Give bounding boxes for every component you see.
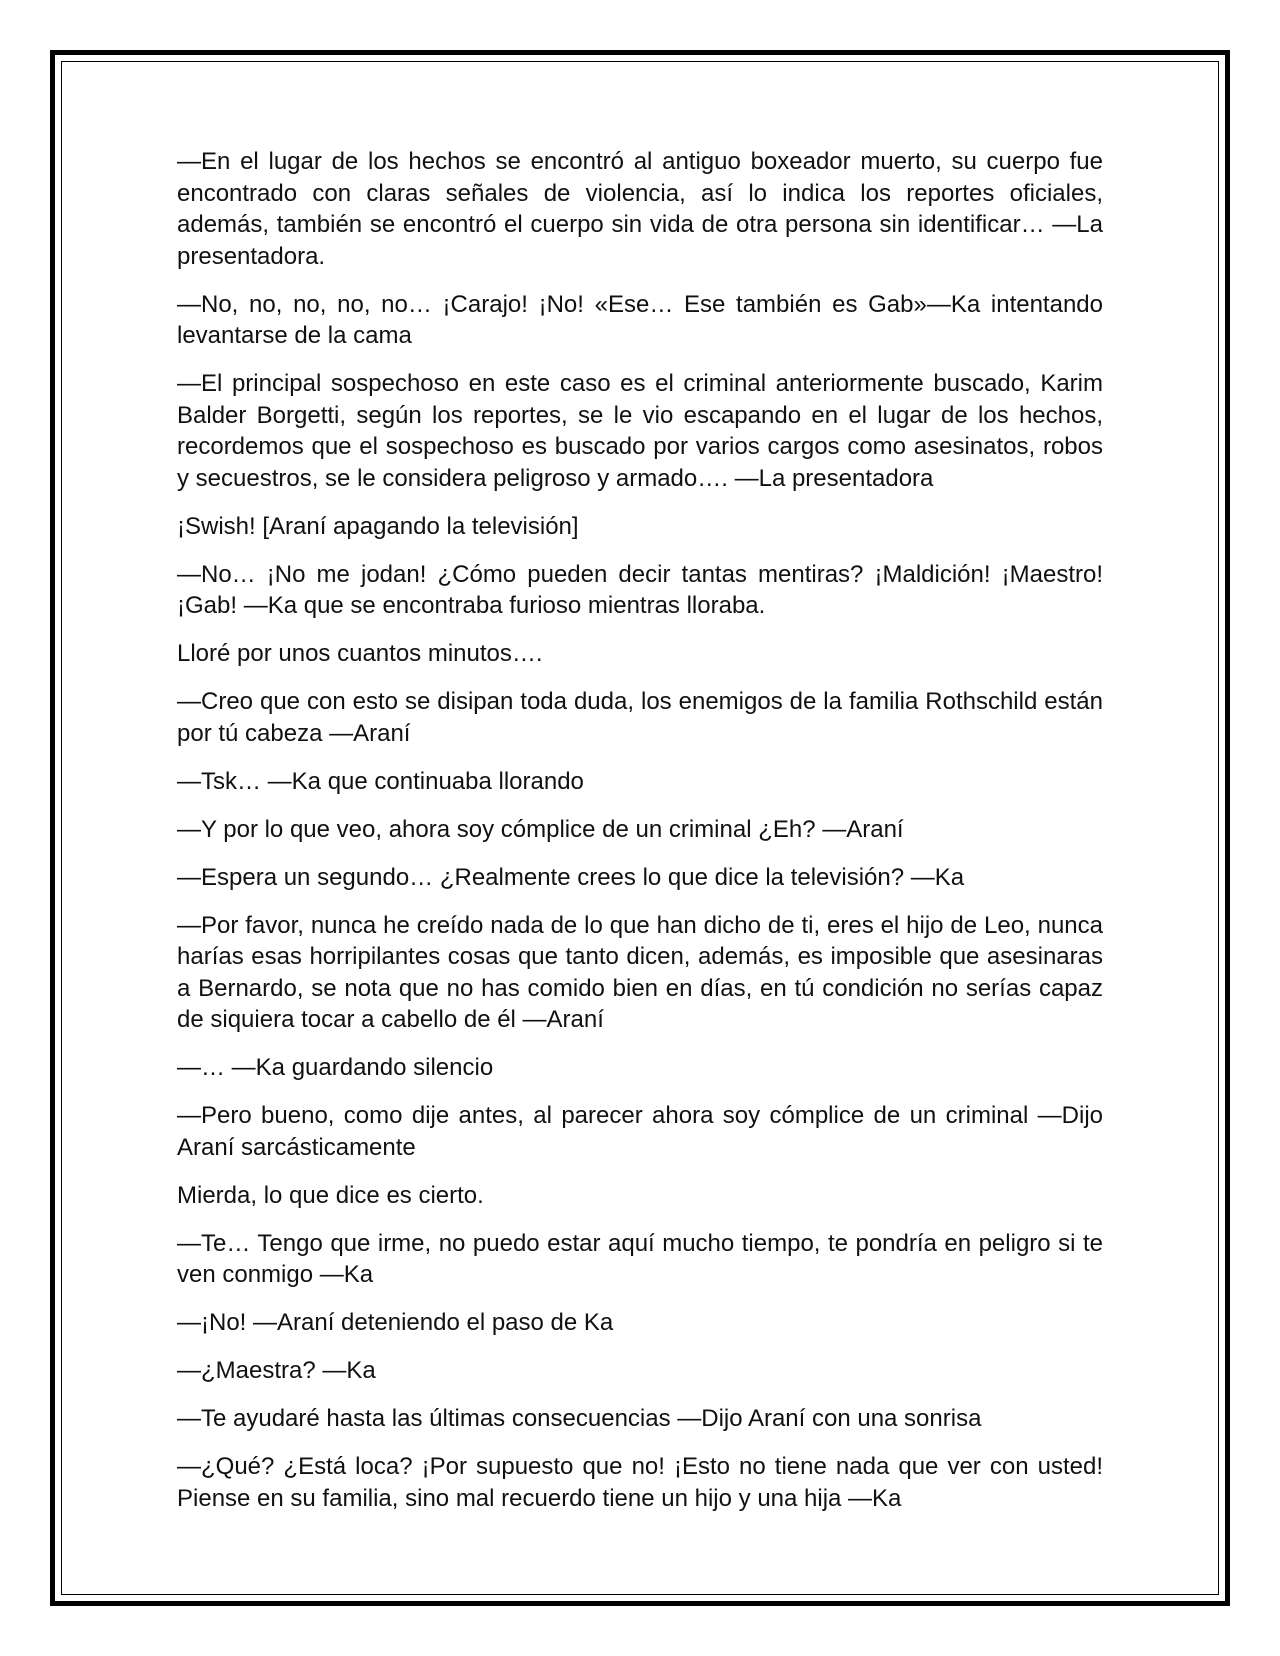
paragraph-1: —En el lugar de los hechos se encontró al antiguo boxeador muerto, su cuerpo fue encontrado con claras señales de violencia, así lo indica los reportes oficiales, además, también se encontró el cuerpo sin vida de otra persona sin identificar… —La presentadora. (177, 148, 1103, 270)
paragraph-8: —Tsk… —Ka que continuaba llorando (177, 767, 584, 795)
paragraph-16: —¡No! —Araní deteniendo el paso de Ka (177, 1309, 614, 1336)
paragraph-17: —¿Maestra? —Ka (177, 1357, 376, 1384)
paragraph-18: —Te ayudaré hasta las últimas consecuencias —Dijo Araní con una sonrisa (177, 1405, 982, 1432)
paragraph-9: —Y por lo que veo, ahora soy cómplice de un criminal ¿Eh? —Araní (177, 815, 904, 843)
document-body (177, 146, 1103, 1531)
paragraph-14: Mierda, lo que dice es cierto. (177, 1181, 484, 1209)
paragraph-4: ¡Swish! [Araní apagando la televisión] (177, 512, 579, 540)
paragraph-13: —Pero bueno, como dije antes, al parecer ahora soy cómplice de un criminal —Dijo Araní sarcásticamente (177, 1102, 1103, 1161)
paragraph-2: —No, no, no, no, no… ¡Carajo! ¡No! «Ese… Ese también es Gab»—Ka intentando levantarse de la cama (177, 290, 1103, 349)
paragraph-11: —Por favor, nunca he creído nada de lo que han dicho de ti, eres el hijo de Leo, nunca harías esas horripilantes cosas que tanto dicen, además, es imposible que asesinaras a Bernardo, se nota que no has comido bien en días, en tú condición no serías capaz de siquiera tocar a cabello de él —Araní (177, 911, 1103, 1033)
paragraph-10: —Espera un segundo… ¿Realmente crees lo que dice la televisión? —Ka (177, 863, 965, 891)
paragraph-7: —Creo que con esto se disipan toda duda, los enemigos de la familia Rothschild están por tú cabeza —Araní (177, 688, 1103, 747)
paragraph-6: Lloré por unos cuantos minutos…. (177, 640, 543, 667)
paragraph-19: —¿Qué? ¿Está loca? ¡Por supuesto que no! ¡Esto no tiene nada que ver con usted! Piense en su familia, sino mal recuerdo tiene un hijo y una hija —Ka (177, 1453, 1103, 1512)
paragraph-12: —… —Ka guardando silencio (177, 1054, 494, 1081)
paragraph-3: —El principal sospechoso en este caso es el criminal anteriormente buscado, Karim Balder Borgetti, según los reportes, se le vio escapando en el lugar de los hechos, recordemos que el sospechoso es buscado por varios cargos como asesinatos, robos y secuestros, se le considera peligroso y armado…. —La presentadora (177, 370, 1103, 492)
paragraph-15: —Te… Tengo que irme, no puedo estar aquí mucho tiempo, te pondría en peligro si te ven conmigo —Ka (177, 1229, 1103, 1288)
paragraph-5: —No… ¡No me jodan! ¿Cómo pueden decir tantas mentiras? ¡Maldición! ¡Maestro! ¡Gab! —Ka que se encontraba furioso mientras lloraba. (177, 560, 1103, 619)
